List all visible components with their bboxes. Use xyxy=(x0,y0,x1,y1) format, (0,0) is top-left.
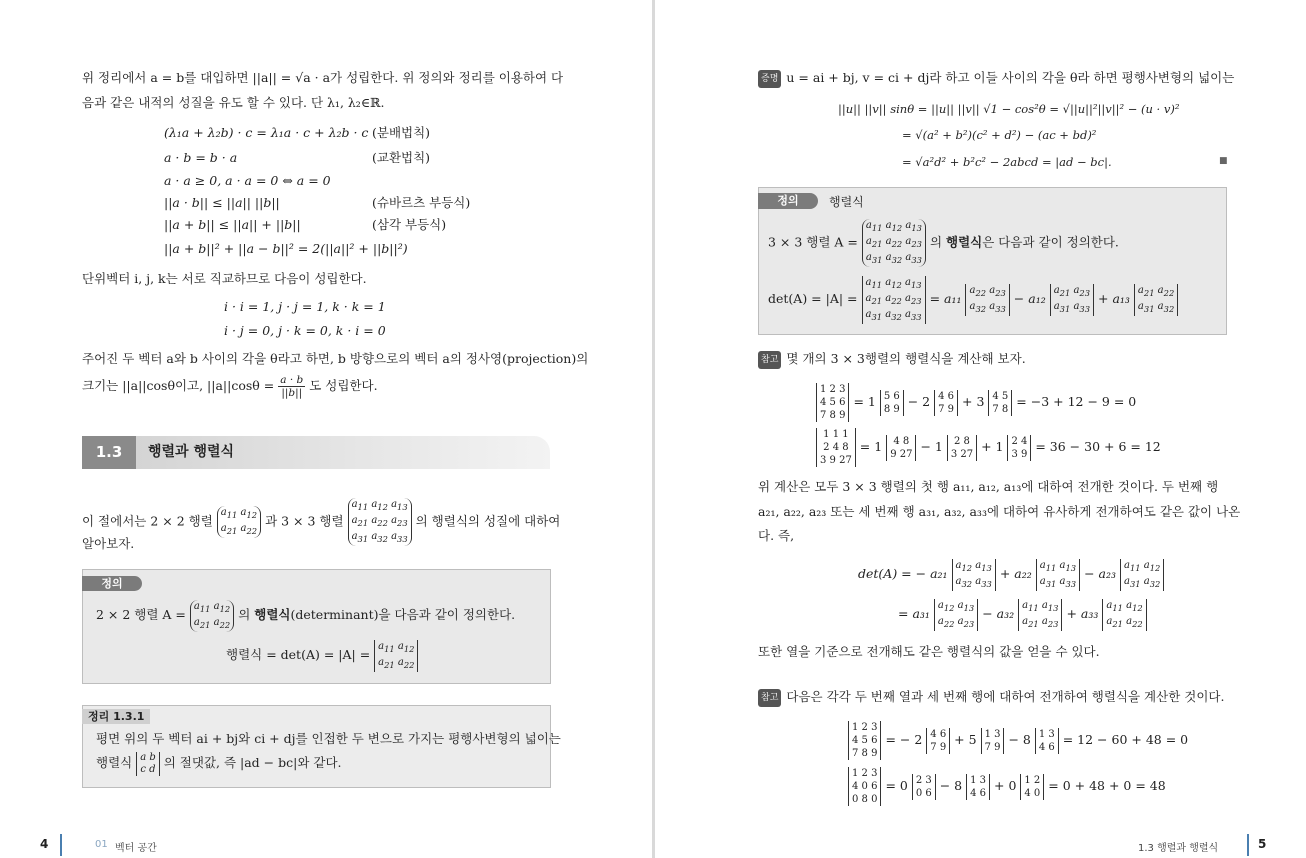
determinant-2x2: $a_{11}$ $a_{12}$ $a_{21}$ $a_{22}$ xyxy=(374,640,418,672)
definition-2x2-text: 2 × 2 행렬 $A = a_{11}$ $a_{12}$ $a_{21}$ $a_{22}$ 의 행렬식(determinant)을 다음과 같이 정의한다. xyxy=(96,600,516,630)
proj-frac-den: ||b|| xyxy=(281,387,303,399)
property-formula-2: a · b = b · a xyxy=(164,150,238,165)
left-page xyxy=(0,0,652,858)
property-formula-1: (λ₁a + λ₂b) · c = λ₁a · c + λ₂b · c xyxy=(164,125,369,140)
footer-chapter-num: 01 xyxy=(95,839,108,850)
example-det-4: 1 2 3 4 0 6 0 8 0 = 0 2 3 0 6 − 8 1 3 4 6 + 0 1 2 4 0 = 0 + 48 + 0 = 48 xyxy=(848,764,1166,808)
expansion-para-2: a₂₁, a₂₂, a₂₃ 또는 세 번째 행 a₃₁, a₃₂, a₃₃에 대하여 유사하게 전개하여도 같은 값이 나온 xyxy=(758,504,1241,519)
footer-divider-left xyxy=(60,834,62,856)
definition-2x2-eq: 행렬식 = $\det(A) = |A| = a_{11}$ $a_{12}$ $a_{21}$ $a_{22}$ xyxy=(226,638,418,672)
minor-13: $a_{21}$ $a_{22}$ $a_{31}$ $a_{32}$ xyxy=(1134,284,1178,316)
determinant-3x3: $a_{11}$ $a_{12}$ $a_{13}$ $a_{21}$ $a_{22}$ $a_{23}$ $a_{31}$ $a_{32}$ $a_{33}$ xyxy=(862,276,926,324)
minor-12: $a_{21}$ $a_{23}$ $a_{31}$ $a_{33}$ xyxy=(1050,284,1094,316)
proof-eq-1: ||u|| ||v|| sinθ = ||u|| ||v|| √1 − cos²θ = √||u||²||v||² − (u · v)² xyxy=(838,102,1180,116)
reference-badge-2: 참고 xyxy=(758,689,781,707)
expansion-para-1: 위 계산은 모두 3 × 3 행렬의 첫 행 a₁₁, a₁₂, a₁₃에 대하여 전개한 것이다. 두 번째 행 xyxy=(758,479,1219,494)
definition-tag: 정의 xyxy=(82,576,142,591)
proof-eq-3: = √a²d² + b²c² − 2abcd = |ad − bc|. xyxy=(902,155,1112,169)
matrix-3x3-a: $a_{11}$ $a_{12}$ $a_{13}$ $a_{21}$ $a_{22}$ $a_{23}$ $a_{31}$ $a_{32}$ $a_{33}$ xyxy=(348,498,412,546)
qed-mark: ■ xyxy=(1219,156,1228,166)
expansion-para-3: 다. 즉, xyxy=(758,528,795,543)
definition-3x3-eq: $\det(A) = |A| = a_{11}$ $a_{12}$ $a_{13}$ $a_{21}$ $a_{22}$ $a_{23}$ $a_{31}$ $a_{32}$ $a_{33} = a_{11}$ $a_{22}$ $a_{23}$ $a_{32}$ $a_{33} - a_{12}$ $a_{21}$ $a_{23}$ $a_{31}$ $a_{33} + a_{13}$ $a_{21}$ $a_{22}$ $a_{31}$ $a_{32}$ xyxy=(768,275,1178,323)
column-expansion-text: 또한 열을 기준으로 전개해도 같은 행렬식의 값을 얻을 수 있다. xyxy=(758,644,1100,659)
property-note-2: (교환법칙) xyxy=(372,150,431,165)
section-intro-line: 이 절에서는 2 × 2 행렬 $a_{11}$ $a_{12}$ $a_{21}$ $a_{22}$ 과 3 × 3 행렬 $a_{11}$ $a_{12}$ $a_{13}$ $a_{21}$ $a_{22}$ $a_{23}$ $a_{31}$ $a_{32}$ $a_{33}$ 의 행렬식의 성질에 대하여 xyxy=(82,499,561,544)
expansion-row-3: = a₃₁ $a_{12}$ $a_{13}$ $a_{22}$ $a_{23} - a_{32}$ $a_{11}$ $a_{13}$ $a_{21}$ $a_{23} + a_{33}$ $a_{11}$ $a_{12}$ $a_{21}$ $a_{22}$ xyxy=(898,597,1147,631)
right-page xyxy=(655,0,1306,858)
property-note-5: (삼각 부등식) xyxy=(372,217,447,232)
theorem-line-2: 행렬식 a b c d 의 절댓값, 즉 |ad − bc|와 같다. xyxy=(96,751,342,775)
projection-line-2: 크기는 ||a||cosθ이고, ||a||cosθ = $\frac{a \cdot b}{||b||}$ 도 성립한다. xyxy=(82,374,378,399)
footer-section-title: 1.3 행렬과 행렬식 xyxy=(1138,843,1219,854)
property-formula-3: a · a ≥ 0, a · a = 0 ⇔ a = 0 xyxy=(164,173,331,188)
property-note-1: (분배법칙) xyxy=(372,125,431,140)
section-number: 1.3 xyxy=(82,436,136,469)
section-intro-end: 알아보자. xyxy=(82,536,135,551)
matrix-3x3-def: $a_{11}$ $a_{12}$ $a_{13}$ $a_{21}$ $a_{22}$ $a_{23}$ $a_{31}$ $a_{32}$ $a_{33}$ xyxy=(862,219,926,267)
minor-11: $a_{22}$ $a_{23}$ $a_{32}$ $a_{33}$ xyxy=(965,284,1009,316)
intro-line-1: 위 정리에서 a = b를 대입하면 ||a|| = √a · a가 성립한다. 위 정의와 정리를 이용하여 다 xyxy=(82,70,564,85)
proof-line-1: 증명 u = ai + bj, v = ci + dj라 하고 이들 사이의 각을 θ라 하면 평행사변형의 넓이는 xyxy=(758,69,1234,88)
unit-eq-1: i · i = 1, j · j = 1, k · k = 1 xyxy=(224,299,386,314)
matrix-2x2-a: $a_{11}$ $a_{12}$ $a_{21}$ $a_{22}$ xyxy=(217,506,261,538)
reference-1-line: 참고 몇 개의 3 × 3행렬의 행렬식을 계산해 보자. xyxy=(758,350,1026,369)
theorem-tag: 정리 1.3.1 xyxy=(82,709,150,724)
unit-vector-text: 단위벡터 i, j, k는 서로 직교하므로 다음이 성립한다. xyxy=(82,271,367,286)
determinant-abcd: a b c d xyxy=(136,752,160,776)
property-formula-6: ||a + b||² + ||a − b||² = 2(||a||² + ||b||²) xyxy=(164,241,408,256)
proj-frac-num: a · b xyxy=(280,374,304,386)
footer-divider-right xyxy=(1247,834,1249,856)
property-formula-4: ||a · b|| ≤ ||a|| ||b|| xyxy=(164,195,280,210)
property-note-4: (슈바르츠 부등식) xyxy=(372,195,471,210)
matrix-2x2-def: $a_{11}$ $a_{12}$ $a_{21}$ $a_{22}$ xyxy=(190,600,234,632)
reference-2-line: 참고 다음은 각각 두 번째 열과 세 번째 행에 대하여 전개하여 행렬식을 계산한 것이다. xyxy=(758,688,1224,707)
projection-line-1: 주어진 두 벡터 a와 b 사이의 각을 θ라고 하면, b 방향으로의 벡터 a의 정사영(projection)의 xyxy=(82,351,589,366)
expansion-row-2: det(A) = − a₂₁ $a_{12}$ $a_{13}$ $a_{32}$ $a_{33} + a_{22}$ $a_{11}$ $a_{13}$ $a_{31}$ $a_{33} - a_{23}$ $a_{11}$ $a_{12}$ $a_{31}$ $a_{32}$ xyxy=(858,557,1164,591)
definition-tag-right: 정의 xyxy=(758,193,818,209)
section-title: 행렬과 행렬식 xyxy=(148,444,235,460)
example-det-1: 1 2 3 4 5 6 7 8 9 = 1 5 6 8 9 − 2 4 6 7 9 + 3 4 5 7 8 = −3 + 12 − 9 = 0 xyxy=(816,380,1136,424)
page-number-right: 5 xyxy=(1258,837,1267,851)
intro-line-2: 음과 같은 내적의 성질을 유도 할 수 있다. 단 λ₁, λ₂∈ℝ. xyxy=(82,95,385,110)
unit-eq-2: i · j = 0, j · k = 0, k · i = 0 xyxy=(224,323,386,338)
footer-chapter-title: 벡터 공간 xyxy=(115,843,157,854)
theorem-line-1: 평면 위의 두 벡터 ai + bj와 ci + dj를 인접한 두 변으로 가지는 평행사변형의 넓이는 xyxy=(96,731,561,746)
page-number-left: 4 xyxy=(40,837,49,851)
definition-3x3-text: 3 × 3 행렬 $A = a_{11}$ $a_{12}$ $a_{13}$ $a_{21}$ $a_{22}$ $a_{23}$ $a_{31}$ $a_{32}$ $a_{33}$ 의 행렬식은 다음과 같이 정의한다. xyxy=(768,220,1119,265)
reference-badge-1: 참고 xyxy=(758,351,781,369)
proof-badge: 증명 xyxy=(758,70,781,88)
definition-title: 행렬식 xyxy=(829,195,864,209)
property-formula-5: ||a + b|| ≤ ||a|| + ||b|| xyxy=(164,217,301,232)
example-det-3: 1 2 3 4 5 6 7 8 9 = − 2 4 6 7 9 + 5 1 3 7 9 − 8 1 3 4 6 = 12 − 60 + 48 = 0 xyxy=(848,718,1188,762)
example-det-2: 1 1 1 2 4 8 3 9 27 = 1 4 8 9 27 − 1 2 8 3 27 + 1 2 4 3 9 = 36 − 30 + 6 = 12 xyxy=(816,425,1161,469)
proof-eq-2: = √(a² + b²)(c² + d²) − (ac + bd)² xyxy=(902,128,1097,142)
